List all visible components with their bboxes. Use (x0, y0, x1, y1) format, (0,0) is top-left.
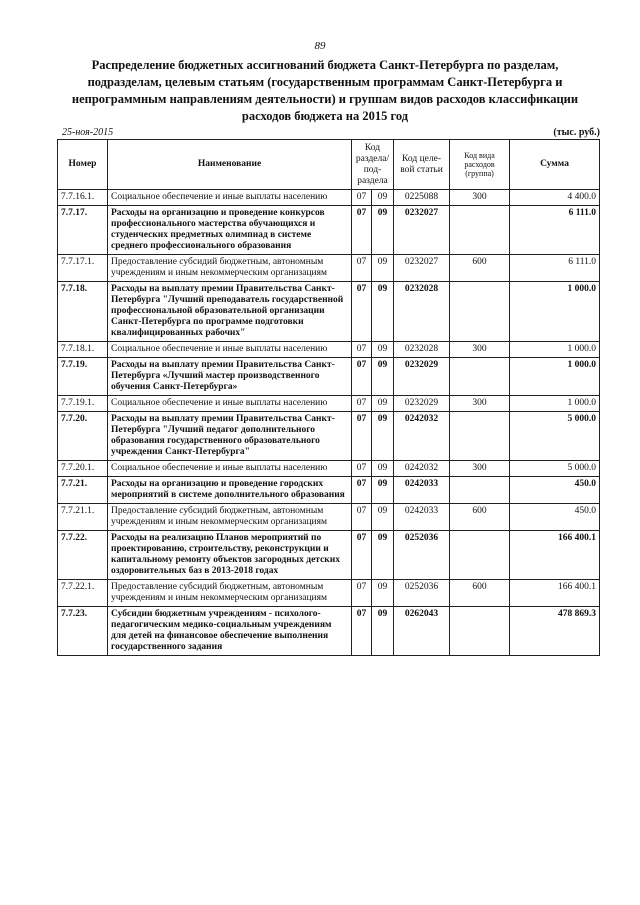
row-sum: 166 400.1 (510, 531, 600, 580)
row-subsection: 09 (372, 412, 394, 461)
row-type-code (450, 206, 510, 255)
header-name: Наименование (108, 140, 352, 190)
row-type-code (450, 531, 510, 580)
table-row (58, 504, 600, 531)
row-type-code (450, 477, 510, 504)
table-header-row (58, 140, 600, 190)
row-sum: 1 000.0 (510, 358, 600, 396)
table-row (58, 607, 600, 656)
row-type-code: 300 (450, 461, 510, 477)
row-type-code: 300 (450, 396, 510, 412)
row-sum: 6 111.0 (510, 206, 600, 255)
row-subsection: 09 (372, 461, 394, 477)
row-sum: 4 400.0 (510, 190, 600, 206)
row-name: Расходы на организацию и проведение конкурсов профессионального мастерства обучающихся и студенческих предметных олимпиад в системе среднего профессионального образования (108, 206, 352, 255)
table-row (58, 255, 600, 282)
table-row (58, 282, 600, 342)
document-title: Распределение бюджетных ассигнований бюджета Санкт-Петербурга по разделам, подразделам, целевым статьям (государственным программам Санкт-Петербурга и непрограммным направлениям деятельности) и группам видов расходов классификации расходов бюджета на 2015 год (71, 58, 579, 123)
header-code-section: Код раздела/ под-раздела (352, 140, 394, 190)
table-row (58, 412, 600, 461)
row-section: 07 (352, 282, 372, 342)
row-item-code: 0232027 (394, 255, 450, 282)
table-row (58, 396, 600, 412)
row-subsection: 09 (372, 206, 394, 255)
table-row (58, 206, 600, 255)
row-name: Социальное обеспечение и иные выплаты населению (108, 190, 352, 206)
table-row (58, 580, 600, 607)
row-item-code: 0252036 (394, 531, 450, 580)
row-sum: 5 000.0 (510, 412, 600, 461)
units-label: (тыс. руб.) (553, 127, 600, 138)
header-code-item: Код целе-вой статьи (394, 140, 450, 190)
row-item-code: 0252036 (394, 580, 450, 607)
row-subsection: 09 (372, 531, 394, 580)
header-num: Номер (58, 140, 108, 190)
row-number: 7.7.21. (58, 477, 108, 504)
row-type-code: 600 (450, 255, 510, 282)
row-section: 07 (352, 342, 372, 358)
row-name: Социальное обеспечение и иные выплаты населению (108, 396, 352, 412)
row-item-code: 0232027 (394, 206, 450, 255)
row-item-code: 0232029 (394, 396, 450, 412)
row-number: 7.7.20. (58, 412, 108, 461)
row-name: Расходы на выплату премии Правительства Санкт-Петербурга "Лучший педагог дополнительного образования государственного образовательного учреждения Санкт-Петербурга" (108, 412, 352, 461)
row-number: 7.7.20.1. (58, 461, 108, 477)
table-row (58, 190, 600, 206)
row-section: 07 (352, 190, 372, 206)
row-type-code: 300 (450, 342, 510, 358)
row-number: 7.7.23. (58, 607, 108, 656)
row-type-code (450, 282, 510, 342)
row-subsection: 09 (372, 607, 394, 656)
row-section: 07 (352, 580, 372, 607)
row-type-code (450, 412, 510, 461)
table-row (58, 531, 600, 580)
table-row (58, 358, 600, 396)
table-row (58, 477, 600, 504)
row-item-code: 0242033 (394, 504, 450, 531)
row-sum: 1 000.0 (510, 342, 600, 358)
row-section: 07 (352, 255, 372, 282)
row-name: Субсидии бюджетным учреждениям - психолого-педагогическим медико-социальным учреждениям для детей на финансовое обеспечение выполнения государственного задания (108, 607, 352, 656)
row-sum: 1 000.0 (510, 282, 600, 342)
row-number: 7.7.18.1. (58, 342, 108, 358)
row-name: Расходы на выплату премии Правительства Санкт-Петербурга "Лучший преподаватель государственной профессиональной образовательной организации Санкт-Петербурга по программе подготовки квалифицированных рабочих" (108, 282, 352, 342)
row-subsection: 09 (372, 504, 394, 531)
row-item-code: 0232028 (394, 282, 450, 342)
row-sum: 478 869.3 (510, 607, 600, 656)
row-number: 7.7.17.1. (58, 255, 108, 282)
row-name: Предоставление субсидий бюджетным, автономным учреждениям и иным некоммерческим организациям (108, 580, 352, 607)
row-number: 7.7.17. (58, 206, 108, 255)
table-row (58, 342, 600, 358)
row-item-code: 0232028 (394, 342, 450, 358)
row-section: 07 (352, 607, 372, 656)
row-sum: 5 000.0 (510, 461, 600, 477)
row-subsection: 09 (372, 477, 394, 504)
header-sum: Сумма (510, 140, 600, 190)
row-item-code: 0242032 (394, 461, 450, 477)
row-sum: 6 111.0 (510, 255, 600, 282)
row-item-code: 0242032 (394, 412, 450, 461)
row-section: 07 (352, 358, 372, 396)
table-row (58, 461, 600, 477)
row-number: 7.7.18. (58, 282, 108, 342)
page-number: 89 (314, 40, 326, 52)
row-subsection: 09 (372, 342, 394, 358)
header-code-type: Код вида расходов (группа) (450, 140, 510, 190)
row-type-code (450, 358, 510, 396)
row-sum: 450.0 (510, 504, 600, 531)
row-name: Расходы на организацию и проведение городских мероприятий в системе дополнительного образования (108, 477, 352, 504)
row-type-code (450, 607, 510, 656)
row-name: Расходы на выплату премии Правительства Санкт-Петербурга «Лучший мастер производственного обучения Санкт-Петербурга» (108, 358, 352, 396)
row-section: 07 (352, 412, 372, 461)
row-number: 7.7.21.1. (58, 504, 108, 531)
row-subsection: 09 (372, 396, 394, 412)
row-name: Расходы на реализацию Планов мероприятий по проектированию, строительству, реконструкции и капитальному ремонту объектов загородных детских оздоровительных баз в 2013-2018 годах (108, 531, 352, 580)
row-name: Социальное обеспечение и иные выплаты населению (108, 342, 352, 358)
row-type-code: 600 (450, 504, 510, 531)
row-item-code: 0225088 (394, 190, 450, 206)
budget-table (57, 139, 600, 656)
row-section: 07 (352, 531, 372, 580)
row-name: Социальное обеспечение и иные выплаты населению (108, 461, 352, 477)
row-number: 7.7.16.1. (58, 190, 108, 206)
row-type-code: 600 (450, 580, 510, 607)
row-number: 7.7.22. (58, 531, 108, 580)
row-item-code: 0232029 (394, 358, 450, 396)
row-sum: 450.0 (510, 477, 600, 504)
row-section: 07 (352, 477, 372, 504)
row-subsection: 09 (372, 255, 394, 282)
document-date: 25-ноя-2015 (62, 127, 114, 138)
row-subsection: 09 (372, 580, 394, 607)
row-section: 07 (352, 504, 372, 531)
row-subsection: 09 (372, 358, 394, 396)
row-section: 07 (352, 461, 372, 477)
row-type-code: 300 (450, 190, 510, 206)
row-subsection: 09 (372, 282, 394, 342)
row-section: 07 (352, 396, 372, 412)
row-name: Предоставление субсидий бюджетным, автономным учреждениям и иным некоммерческим организациям (108, 504, 352, 531)
row-item-code: 0262043 (394, 607, 450, 656)
row-sum: 166 400.1 (510, 580, 600, 607)
row-item-code: 0242033 (394, 477, 450, 504)
row-number: 7.7.19. (58, 358, 108, 396)
row-number: 7.7.22.1. (58, 580, 108, 607)
row-subsection: 09 (372, 190, 394, 206)
row-name: Предоставление субсидий бюджетным, автономным учреждениям и иным некоммерческим организациям (108, 255, 352, 282)
row-section: 07 (352, 206, 372, 255)
row-sum: 1 000.0 (510, 396, 600, 412)
row-number: 7.7.19.1. (58, 396, 108, 412)
